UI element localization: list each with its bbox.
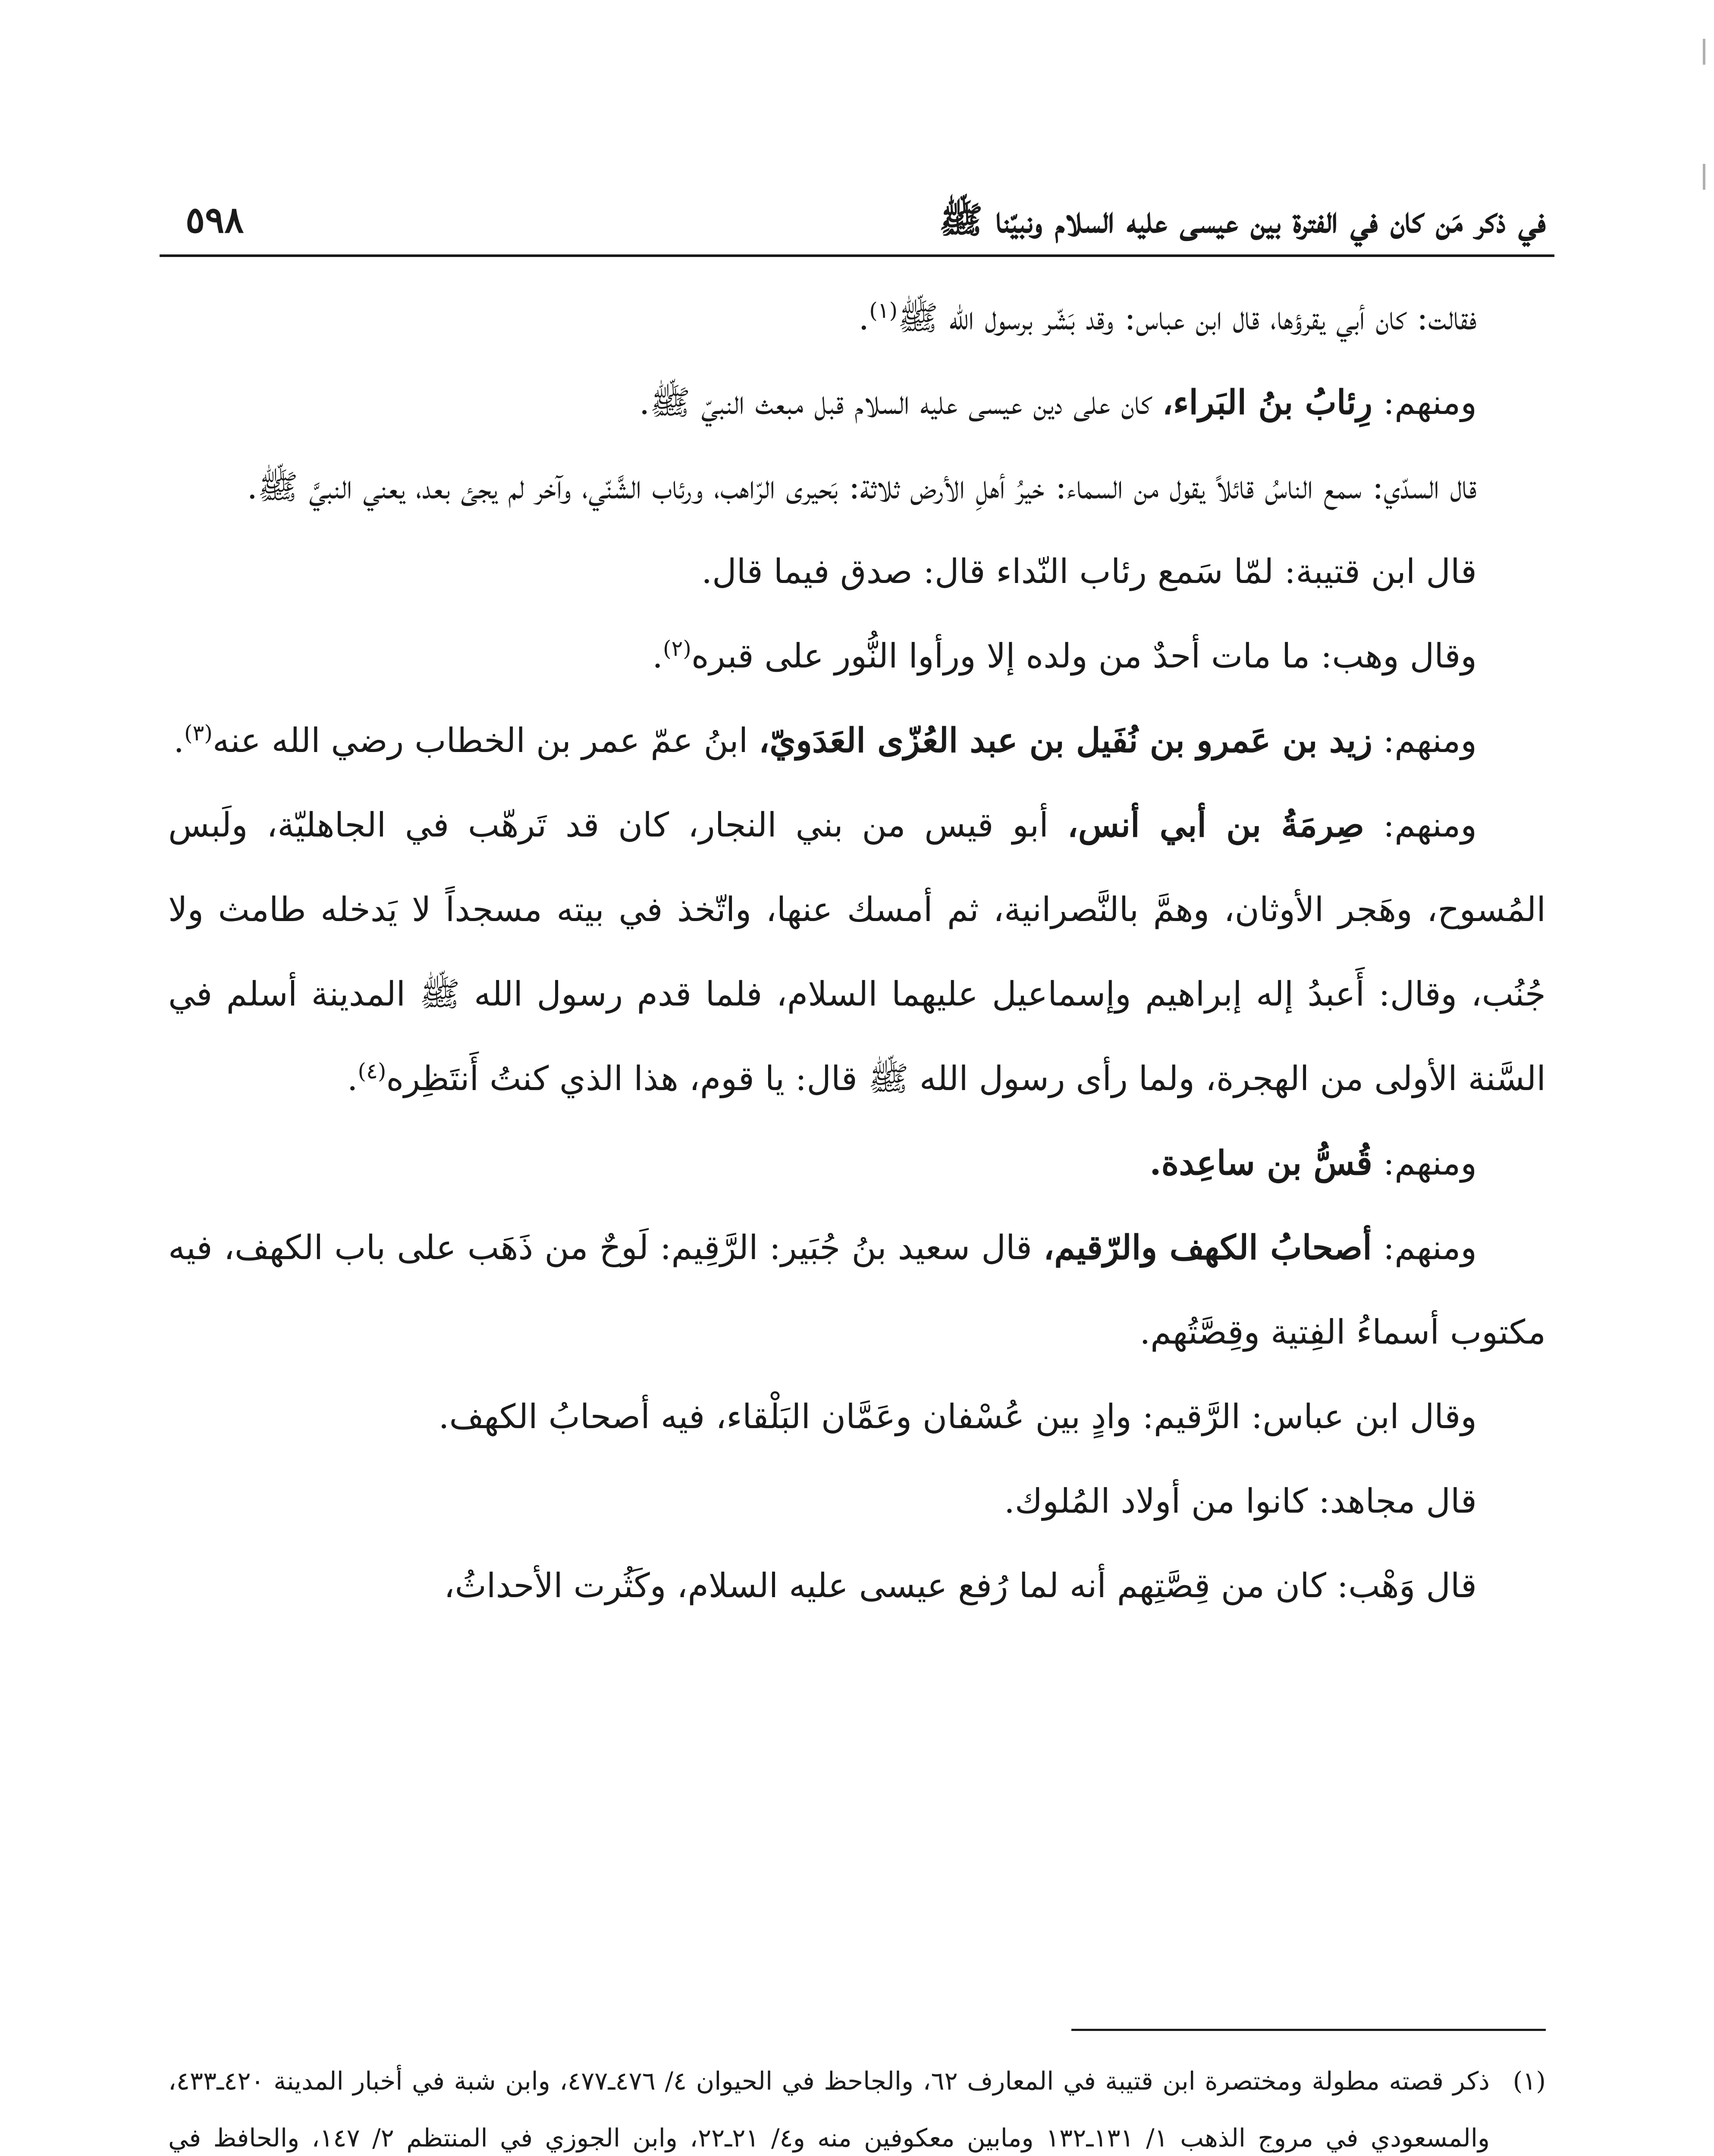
paragraph-text: كان على دين عيسى عليه السلام قبل مبعث النبيّ ﷺ. xyxy=(639,383,1152,422)
running-title: في ذكر مَن كان في الفترة بين عيسى عليه السلام ونبيّنا ﷺ xyxy=(939,198,1546,241)
body-text xyxy=(168,276,1546,1628)
paragraph xyxy=(168,783,1546,1121)
header-rule xyxy=(160,254,1554,257)
punctuation: . xyxy=(173,721,184,760)
paragraph-text: ابنُ عمّ عمر بن الخطاب رضي الله عنه xyxy=(212,721,748,760)
footnotes xyxy=(168,2053,1546,2156)
margin-mark xyxy=(1703,164,1705,190)
footnote-rule xyxy=(1071,2029,1546,2031)
paragraph xyxy=(168,699,1546,783)
person-name: صِرمَةُ بن أبي أنس، xyxy=(1067,805,1365,845)
margin-mark xyxy=(1703,39,1705,65)
punctuation: . xyxy=(652,637,663,676)
punctuation: . xyxy=(858,299,870,338)
person-name: زيد بن عَمرو بن نُفَيل بن عبد العُزّى العَدَويّ، xyxy=(759,721,1373,760)
paragraph-text: قال مجاهد: كانوا من أولاد المُلوك. xyxy=(1004,1482,1477,1521)
person-name: رِئابُ بنُ البَراء، xyxy=(1162,383,1373,422)
footnote-ref: (١) xyxy=(869,298,898,323)
paragraph xyxy=(168,1459,1546,1544)
footnote xyxy=(168,2053,1546,2156)
person-name: أصحابُ الكهف والرّقيم، xyxy=(1043,1228,1372,1267)
paragraph-text: أبو قيس من بني النجار، كان قد تَرهّب في الجاهليّة، ولَبس المُسوح، وهَجر الأوثان، وهمَّ بالنَّصرانية، ثم أمسك عنها، واتّخذ في بيته مسجداً لا يَدخله طامث ولا جُنُب، وقال: أَعبدُ إله إبراهيم وإسماعيل عليهما السلام، فلما قدم رسول الله ﷺ المدينة أسلم في السَّنة الأولى من الهجرة، ولما رأى رسول الله ﷺ قال: يا قوم، هذا الذي كنتُ أَنتَظِره xyxy=(168,806,1546,1098)
paragraph-text: قال سعيد بنُ جُبَير: الرَّقِيم: لَوحٌ من ذَهَب على باب الكهف، فيه مكتوب أسماءُ الفِتية وقِصَّتُهم. xyxy=(168,1228,1546,1352)
page-number: ٥٩٨ xyxy=(185,198,244,241)
footnote-ref: (٢) xyxy=(663,636,691,661)
paragraph-text: فقالت: كان أبي يقرؤها، قال ابن عباس: وقد بَشّر برسول الله ﷺ xyxy=(898,299,1477,338)
paragraph xyxy=(168,1206,1546,1375)
paragraph-text: قال السدّي: سمع الناسُ قائلاً يقول من السماء: خيرُ أهلِ الأرض ثلاثة: بَحيرى الرّاهب، ورئاب الشَّنّي، وآخر لم يجئ بعد، يعني النبيَّ ﷺ. xyxy=(247,468,1477,507)
footnote-text: ذكر قصته مطولة ومختصرة ابن قتيبة في المعارف ٦٢، والجاحظ في الحيوان ٤/ ٤٧٦ـ٤٧٧، وابن شبة في أخبار المدينة ٤٢٠ـ٤٣٣، والمسعودي في مروج الذهب ١/ ١٣١ـ١٣٢ ومابين معكوفين منه و٤/ ٢١ـ٢٢، وابن الجوزي في المنتظم ٢/ ١٤٧، والحافظ في xyxy=(168,2066,1490,2153)
paragraph-text: قال وَهْب: كان من قِصَّتِهم أنه لما رُفع عيسى عليه السلام، وكَثُرت الأحداثُ، xyxy=(444,1567,1477,1605)
paragraph-text: وقال ابن عباس: الرَّقيم: وادٍ بين عُسْفان وعَمَّان البَلْقاء، فيه أصحابُ الكهف. xyxy=(438,1398,1477,1436)
paragraph xyxy=(168,1544,1546,1628)
footnote-number: (١) xyxy=(1513,2066,1546,2096)
paragraph xyxy=(168,614,1546,699)
paragraph-text: وقال وهب: ما مات أحدٌ من ولده إلا ورأوا النُّور على قبره xyxy=(691,637,1477,676)
paragraph xyxy=(168,530,1546,614)
paragraph xyxy=(168,445,1546,530)
paragraph xyxy=(168,276,1546,360)
paragraph-lead: ومنهم: xyxy=(1383,806,1477,845)
punctuation: . xyxy=(347,1059,358,1098)
paragraph-lead: ومنهم: xyxy=(1383,1144,1477,1183)
paragraph-lead: ومنهم: xyxy=(1383,1228,1477,1267)
footnote-ref: (٣) xyxy=(184,721,213,746)
footnote-ref: (٤) xyxy=(358,1059,386,1084)
paragraph xyxy=(168,360,1546,445)
paragraph-lead: ومنهم: xyxy=(1383,721,1477,760)
paragraph xyxy=(168,1121,1546,1206)
running-head xyxy=(168,181,1546,246)
paragraph xyxy=(168,1375,1546,1459)
person-name: قُسُّ بن ساعِدة. xyxy=(1149,1144,1373,1183)
paragraph-lead: ومنهم: xyxy=(1383,383,1477,422)
paragraph-text: قال ابن قتيبة: لمّا سَمع رئاب النّداء قال: صدق فيما قال. xyxy=(701,552,1477,591)
